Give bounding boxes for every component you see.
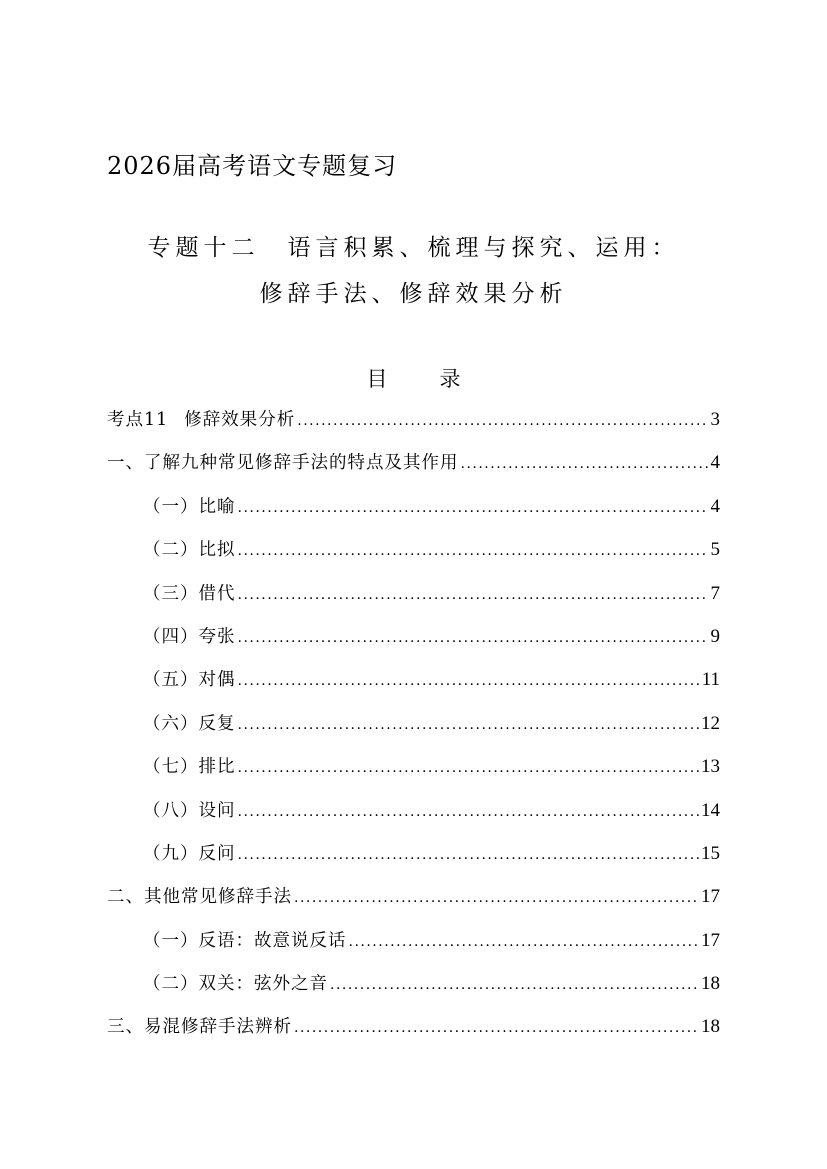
toc-entry-metaphor[interactable] xyxy=(107,490,720,533)
toc-entry-label: （四）夸张 xyxy=(143,626,236,647)
toc-entry-page: 12 xyxy=(701,712,720,734)
topic-title-line-1: 专题十二 语言积累、梳理与探究、运用： xyxy=(147,235,680,261)
toc-entry-page: 15 xyxy=(701,842,720,864)
toc-dot-leader xyxy=(238,795,700,829)
toc-dot-leader xyxy=(330,968,699,1002)
table-of-contents xyxy=(107,403,720,1054)
toc-entry-page: 18 xyxy=(701,973,720,995)
toc-entry-label: （八）设问 xyxy=(143,800,236,821)
toc-entry-section-2[interactable] xyxy=(107,880,720,923)
toc-entry-page: 14 xyxy=(701,799,720,821)
toc-entry-rhetorical-question[interactable] xyxy=(107,837,720,880)
toc-entry-page: 3 xyxy=(710,409,720,430)
toc-dot-leader xyxy=(238,664,700,698)
toc-dot-leader xyxy=(238,621,709,655)
toc-heading-left: 目 xyxy=(366,367,388,391)
toc-entry-page: 4 xyxy=(710,495,720,517)
topic-title-line-2: 修辞手法、修辞效果分析 xyxy=(259,281,568,307)
toc-entry-label-title: 修辞效果分析 xyxy=(184,410,296,430)
toc-dot-leader xyxy=(294,1011,699,1045)
toc-entry-page: 13 xyxy=(701,756,720,778)
toc-entry-label: （九）反问 xyxy=(143,843,236,864)
toc-entry-repetition[interactable] xyxy=(107,707,720,750)
toc-entry-label-prefix: 考点11 xyxy=(107,410,169,430)
toc-dot-leader xyxy=(238,578,709,612)
toc-entry-kaodian-11[interactable] xyxy=(107,403,720,446)
toc-entry-label: 一、了解九种常见修辞手法的特点及其作用 xyxy=(107,453,459,474)
toc-entry-label: （一）反语：故意说反话 xyxy=(143,930,347,951)
toc-dot-leader xyxy=(461,447,709,481)
toc-entry-page: 4 xyxy=(710,452,720,474)
toc-entry-section-3[interactable] xyxy=(107,1010,720,1053)
toc-entry-pun[interactable] xyxy=(107,967,720,1010)
toc-entry-label: （七）排比 xyxy=(143,757,236,778)
toc-heading xyxy=(0,363,827,393)
toc-dot-leader xyxy=(238,491,709,525)
toc-entry-page: 7 xyxy=(710,582,720,604)
series-title: 2026届高考语文专题复习 xyxy=(107,152,398,180)
toc-dot-leader xyxy=(349,925,700,959)
toc-heading-right: 录 xyxy=(439,367,461,391)
toc-entry-label: （二）比拟 xyxy=(143,540,236,561)
toc-dot-leader xyxy=(238,751,700,785)
toc-entry-label xyxy=(107,403,295,437)
toc-entry-label: 三、易混修辞手法辨析 xyxy=(107,1017,292,1038)
toc-entry-label: （五）对偶 xyxy=(143,670,236,691)
toc-entry-parallelism[interactable] xyxy=(107,750,720,793)
toc-dot-leader xyxy=(297,404,708,438)
toc-entry-label: （三）借代 xyxy=(143,583,236,604)
toc-entry-label: （一）比喻 xyxy=(143,496,236,517)
toc-entry-page: 5 xyxy=(710,539,720,561)
toc-entry-section-1[interactable] xyxy=(107,446,720,489)
toc-dot-leader xyxy=(238,708,700,742)
toc-entry-metonymy[interactable] xyxy=(107,577,720,620)
toc-entry-page: 11 xyxy=(701,669,720,691)
toc-entry-page: 17 xyxy=(701,886,720,908)
toc-entry-antithesis[interactable] xyxy=(107,663,720,706)
toc-entry-label: 二、其他常见修辞手法 xyxy=(107,887,292,908)
toc-entry-label: （二）双关：弦外之音 xyxy=(143,974,328,995)
toc-dot-leader xyxy=(238,838,700,872)
toc-entry-label: （六）反复 xyxy=(143,713,236,734)
toc-entry-personification[interactable] xyxy=(107,533,720,576)
toc-entry-page: 9 xyxy=(710,625,720,647)
toc-dot-leader xyxy=(238,534,709,568)
toc-entry-page: 17 xyxy=(701,929,720,951)
toc-dot-leader xyxy=(294,881,699,915)
toc-entry-page: 18 xyxy=(701,1016,720,1038)
toc-entry-irony[interactable] xyxy=(107,924,720,967)
toc-entry-hypophora[interactable] xyxy=(107,794,720,837)
toc-entry-hyperbole[interactable] xyxy=(107,620,720,663)
